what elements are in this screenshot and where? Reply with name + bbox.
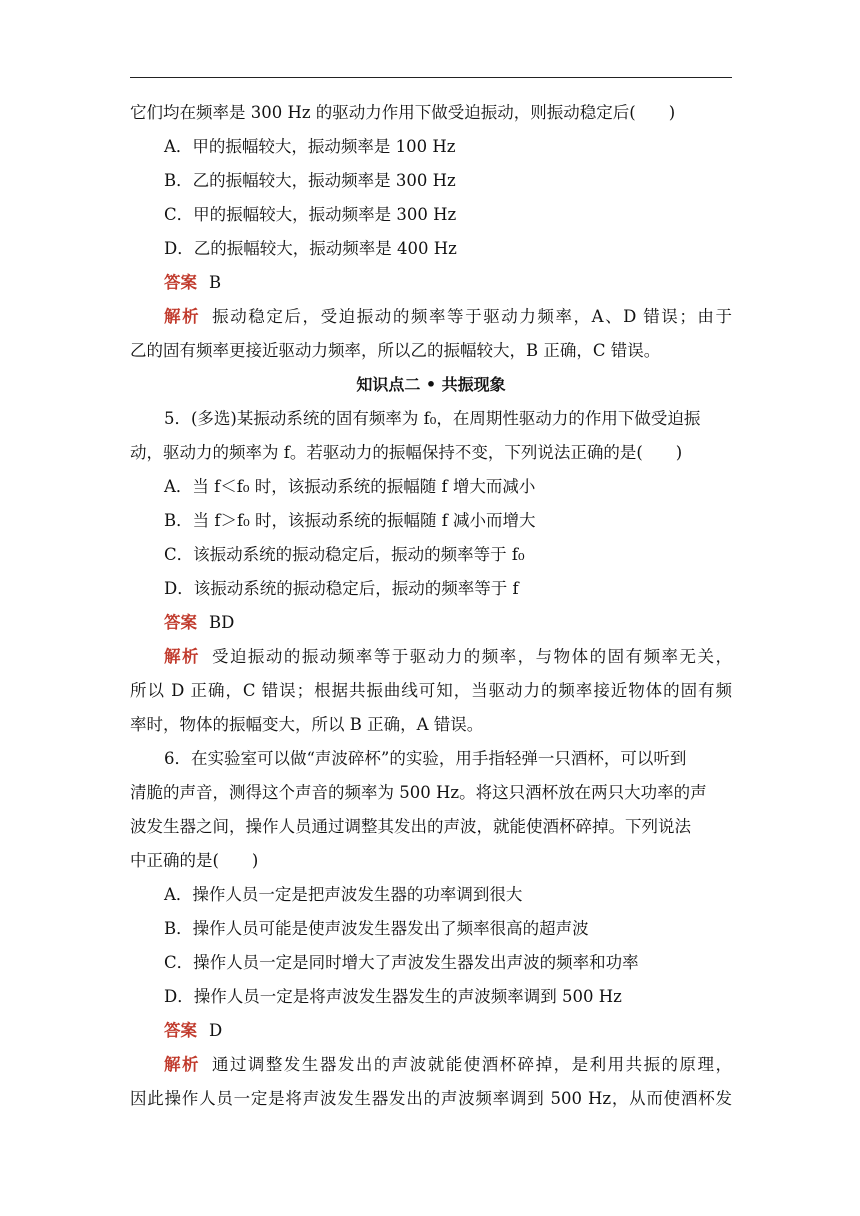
analysis-label: 解析 bbox=[164, 647, 200, 666]
q4-option-b: B．乙的振幅较大，振动频率是 300 Hz bbox=[164, 171, 456, 190]
q4-analysis-line-2: 乙的固有频率更接近驱动力频率，所以乙的振幅较大，B 正确，C 错误。 bbox=[130, 341, 661, 360]
q6-option-c: C．操作人员一定是同时增大了声波发生器发出声波的频率和功率 bbox=[164, 953, 639, 972]
q6-analysis-line-1 bbox=[164, 1048, 732, 1082]
answer-value: B bbox=[209, 273, 222, 292]
header-rule bbox=[130, 77, 732, 78]
answer-value: D bbox=[209, 1021, 223, 1040]
q5-stem-line-2: 动，驱动力的频率为 f。若驱动力的振幅保持不变，下列说法正确的是( ) bbox=[130, 443, 683, 462]
q6-option-d: D．操作人员一定是将声波发生器发生的声波频率调到 500 Hz bbox=[164, 987, 622, 1006]
q6-option-b: B．操作人员可能是使声波发生器发出了频率很高的超声波 bbox=[164, 919, 589, 938]
q5-answer bbox=[164, 606, 234, 640]
q6-stem-line-4: 中正确的是( ) bbox=[130, 851, 259, 870]
q4-answer bbox=[164, 266, 221, 300]
q6-stem-line-3: 波发生器之间，操作人员通过调整其发出的声波，就能使酒杯碎掉。下列说法 bbox=[130, 817, 691, 836]
analysis-label: 解析 bbox=[164, 1055, 200, 1074]
q5-option-d: D．该振动系统的振动稳定后，振动的频率等于 f bbox=[164, 579, 519, 598]
q6-analysis-line-2: 因此操作人员一定是将声波发生器发出的声波频率调到 500 Hz，从而使酒杯发 bbox=[130, 1089, 732, 1108]
answer-label: 答案 bbox=[164, 273, 197, 292]
q6-option-a: A．操作人员一定是把声波发生器的功率调到很大 bbox=[164, 885, 523, 904]
q4-stem: 它们均在频率是 300 Hz 的驱动力作用下做受迫振动，则振动稳定后( ) bbox=[130, 103, 676, 122]
q5-analysis-line-2: 所以 D 正确，C 错误；根据共振曲线可知，当驱动力的频率接近物体的固有频 bbox=[130, 681, 732, 700]
q5-option-a: A．当 f＜f₀ 时，该振动系统的振幅随 f 增大而减小 bbox=[164, 477, 536, 496]
q5-analysis-line-3: 率时，物体的振幅变大，所以 B 正确，A 错误。 bbox=[130, 715, 484, 734]
answer-value: BD bbox=[209, 613, 235, 632]
analysis-text: 振动稳定后，受迫振动的频率等于驱动力频率，A、D 错误；由于 bbox=[212, 307, 732, 326]
q6-stem-line-1: 6．在实验室可以做“声波碎杯”的实验，用手指轻弹一只酒杯，可以听到 bbox=[164, 749, 687, 768]
q4-option-c: C．甲的振幅较大，振动频率是 300 Hz bbox=[164, 205, 457, 224]
q5-analysis-line-1 bbox=[164, 640, 732, 674]
analysis-text: 受迫振动的振动频率等于驱动力的频率，与物体的固有频率无关， bbox=[211, 647, 732, 666]
q5-stem-line-1: 5．(多选)某振动系统的固有频率为 f₀，在周期性驱动力的作用下做受迫振 bbox=[164, 409, 701, 428]
answer-label: 答案 bbox=[164, 613, 197, 632]
analysis-text: 通过调整发生器发出的声波就能使酒杯碎掉，是利用共振的原理， bbox=[211, 1055, 732, 1074]
section-title: 知识点二 • 共振现象 bbox=[356, 375, 506, 394]
q5-option-c: C．该振动系统的振动稳定后，振动的频率等于 f₀ bbox=[164, 545, 525, 564]
q6-answer bbox=[164, 1014, 222, 1048]
q6-stem-line-2: 清脆的声音，测得这个声音的频率为 500 Hz。将这只酒杯放在两只大功率的声 bbox=[130, 783, 707, 802]
analysis-label: 解析 bbox=[164, 307, 201, 326]
q4-analysis-line-1 bbox=[164, 300, 732, 334]
q5-option-b: B．当 f＞f₀ 时，该振动系统的振幅随 f 减小而增大 bbox=[164, 511, 536, 530]
answer-label: 答案 bbox=[164, 1021, 197, 1040]
q4-option-a: A．甲的振幅较大，振动频率是 100 Hz bbox=[164, 137, 456, 156]
q4-option-d: D．乙的振幅较大，振动频率是 400 Hz bbox=[164, 239, 457, 258]
